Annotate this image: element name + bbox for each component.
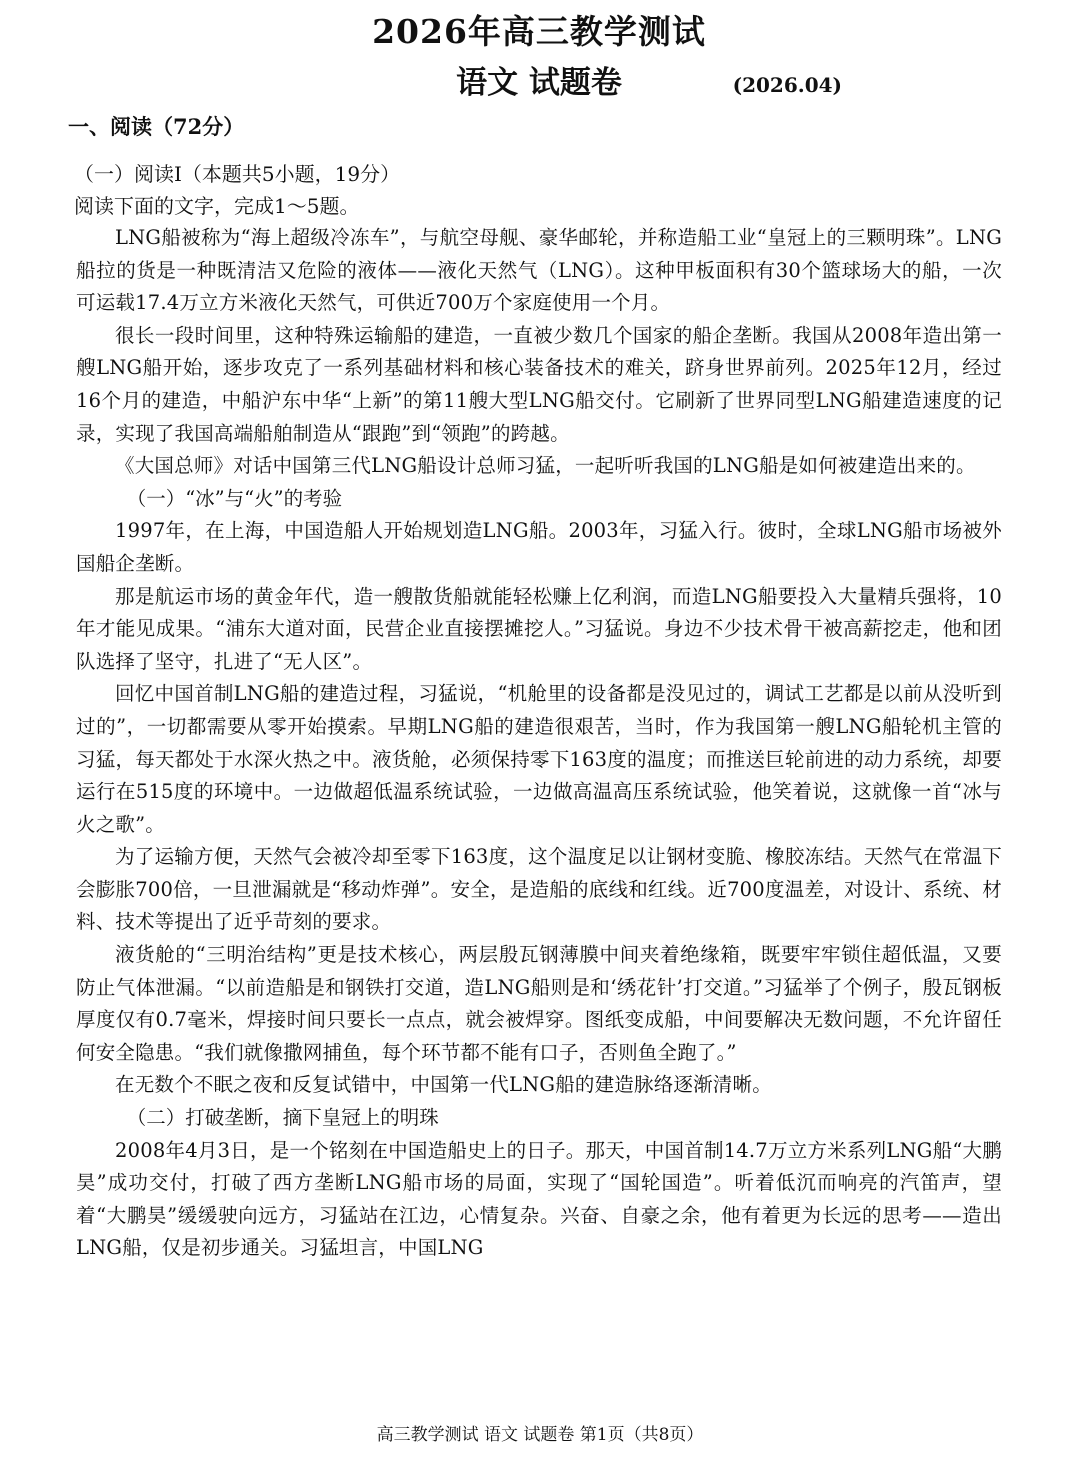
paragraph: 在无数个不眠之夜和反复试错中，中国第一代LNG船的建造脉络逐渐清晰。 (115, 1073, 772, 1097)
exam-subtitle-row (76, 60, 1002, 106)
paragraph: 《大国总师》对话中国第三代LNG船设计总师习猛，一起听听我国的LNG船是如何被建造出来的。 (115, 454, 976, 478)
paragraph: LNG船被称为“海上超级冷冻车”，与航空母舰、豪华邮轮，并称造船工业“皇冠上的三颗明珠”。LNG船拉的货是一种既清洁又危险的液体——液化天然气（LNG）。这种甲板面积有30个篮球场大的船，一次可运载17.4万立方米液化天然气，可供近700万个家庭使用一个月。 (76, 226, 1002, 315)
paragraph: 液货舱的“三明治结构”更是技术核心，两层殷瓦钢薄膜中间夹着绝缘箱，既要牢牢锁住超低温，又要防止气体泄漏。“以前造船是和钢铁打交道，造LNG船则是和‘绣花针’打交道。”习猛举了个例子，殷瓦钢板厚度仅有0.7毫米，焊接时间只要长一点点，就会被焊穿。图纸变成船，中间要解决无数问题，不允许留任何安全隐患。“我们就像撒网捕鱼，每个环节都不能有口子，否则鱼全跑了。” (76, 943, 1002, 1064)
section-heading: 一、阅读（72分） (68, 114, 245, 139)
paragraph: 2008年4月3日，是一个铭刻在中国造船史上的日子。那天，中国首制14.7万立方米系列LNG船“大鹏昊”成功交付，打破了西方垄断LNG船市场的局面，实现了“国轮国造”。听着低沉而响亮的汽笛声，望着“大鹏昊”缓缓驶向远方，习猛站在江边，心情复杂。兴奋、自豪之余，他有着更为长远的思考——造出LNG船，仅是初步通关。习猛坦言，中国LNG (76, 1138, 1002, 1260)
paragraph: 为了运输方便，天然气会被冷却至零下163度，这个温度足以让钢材变脆、橡胶冻结。天然气在常温下会膨胀700倍，一旦泄漏就是“移动炸弹”。安全，是造船的底线和红线。近700度温差，对设计、系统、材料、技术等提出了近乎苛刻的要求。 (76, 845, 1002, 934)
paragraph: 很长一段时间里，这种特殊运输船的建造，一直被少数几个国家的船企垄断。我国从2008年造出第一艘LNG船开始，逐步攻克了一系列基础材料和核心装备技术的难关，跻身世界前列。2025年12月，经过16个月的建造，中船沪东中华“上新”的第11艘大型LNG船交付。它刷新了世界同型LNG船建造速度的记录，实现了我国高端船舶制造从“跟跑”到“领跑”的跨越。 (76, 323, 1002, 445)
exam-subtitle: 语文 试题卷 (456, 65, 622, 101)
article-subheading: （二）打破垄断，摘下皇冠上的明珠 (126, 1106, 439, 1130)
subsection-heading: （一）阅读I（本题共5小题，19分） (74, 162, 401, 186)
paragraph: 1997年，在上海，中国造船人开始规划造LNG船。2003年，习猛入行。彼时，全球LNG船市场被外国船企垄断。 (76, 519, 1002, 575)
article-subheading: （一）“冰”与“火”的考验 (126, 486, 343, 510)
page-footer: 高三教学测试 语文 试题卷 第1页（共8页） (376, 1425, 704, 1445)
exam-title: 2026年高三教学测试 (372, 12, 706, 51)
paragraph: 那是航运市场的黄金年代，造一艘散货船就能轻松赚上亿利润，而造LNG船要投入大量精兵强将，10年才能见成果。“浦东大道对面，民营企业直接摆摊挖人。”习猛说。身边不少技术骨干被高薪挖走，他和团队选择了坚守，扎进了“无人区”。 (76, 584, 1002, 673)
paragraph: 回忆中国首制LNG船的建造过程，习猛说，“机舱里的设备都是没见过的，调试工艺都是以前从没听到过的”，一切都需要从零开始摸索。早期LNG船的建造很艰苦，当时，作为我国第一艘LNG船轮机主管的习猛，每天都处于水深火热之中。液货舱，必须保持零下163度的温度；而推送巨轮前进的动力系统，却要运行在515度的环境中。一边做超低温系统试验，一边做高温高压系统试验，他笑着说，这就像一首“冰与火之歌”。 (76, 682, 1002, 836)
instruction: 阅读下面的文字，完成1～5题。 (74, 194, 360, 218)
exam-date: (2026.04) (732, 73, 842, 97)
